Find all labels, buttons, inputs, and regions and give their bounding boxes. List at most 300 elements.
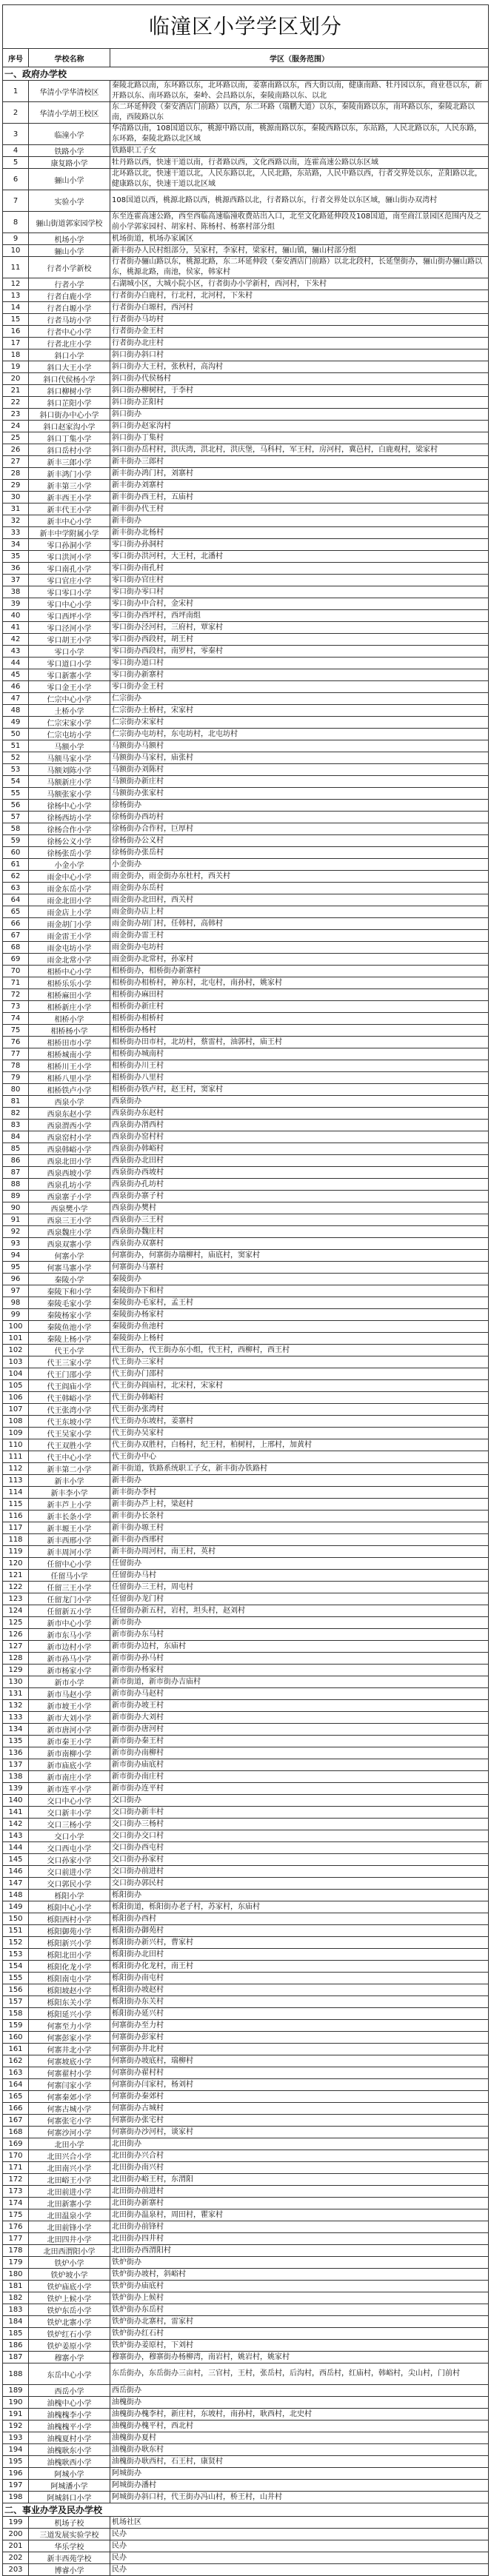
school-name: 新丰第二小学 bbox=[29, 1463, 110, 1475]
row-number: 14 bbox=[3, 302, 29, 314]
service-scope: 斜口街办斜口村 bbox=[110, 349, 489, 361]
row-number: 19 bbox=[3, 361, 29, 373]
school-name: 栎阳南屯小学 bbox=[29, 1973, 110, 1984]
school-name: 新市马赵小学 bbox=[29, 1688, 110, 1700]
row-number: 110 bbox=[3, 1439, 29, 1451]
school-name: 行者小学 bbox=[29, 278, 110, 290]
school-name: 栎阳化龙小学 bbox=[29, 1961, 110, 1973]
row-number: 148 bbox=[3, 1890, 29, 1901]
service-scope: 马额街办马家村，庙张村 bbox=[110, 752, 489, 764]
row-number: 83 bbox=[3, 1120, 29, 1131]
row-number: 193 bbox=[3, 2432, 29, 2444]
school-name: 西泉北田小学 bbox=[29, 1155, 110, 1167]
row-number: 191 bbox=[3, 2409, 29, 2421]
service-scope: 栎阳街办御苑村 bbox=[110, 1925, 489, 1937]
school-name: 西泉孔坊小学 bbox=[29, 1179, 110, 1191]
school-name: 西泉三王小学 bbox=[29, 1214, 110, 1226]
school-name: 零口孙洞小学 bbox=[29, 539, 110, 551]
row-number: 113 bbox=[3, 1475, 29, 1487]
table-row bbox=[3, 1629, 489, 1641]
table-row bbox=[3, 1996, 489, 2008]
service-scope: 栎阳街办坡赵村 bbox=[110, 1984, 489, 1996]
service-scope: 油槐街办 bbox=[110, 2397, 489, 2409]
service-scope: 东至连霍高速公路，西至西临高速临潼收费站出入口，北至文化路延伸段及108国道，南至商江景园区范围内及之前小学郭家园村、胡家村、陈杨村、杨寨村部分组 bbox=[110, 212, 489, 233]
school-name: 新丰周河小学 bbox=[29, 1546, 110, 1558]
service-scope: 栎阳街办 bbox=[110, 1890, 489, 1901]
row-number: 75 bbox=[3, 1025, 29, 1037]
service-scope: 零口街办西段村，胡王村 bbox=[110, 634, 489, 646]
table-row bbox=[3, 823, 489, 835]
service-scope: 零口街办新寨村 bbox=[110, 669, 489, 681]
row-number: 163 bbox=[3, 2067, 29, 2079]
school-name: 雨金店上小学 bbox=[29, 906, 110, 918]
row-number: 32 bbox=[3, 515, 29, 527]
table-row bbox=[3, 2385, 489, 2397]
school-name: 北田峪王小学 bbox=[29, 2174, 110, 2186]
row-number: 102 bbox=[3, 1345, 29, 1356]
service-scope: 雨金街办北田村，西关村 bbox=[110, 894, 489, 906]
school-name: 何寨翟村小学 bbox=[29, 2067, 110, 2079]
row-number: 165 bbox=[3, 2091, 29, 2103]
service-scope: 零口街办道口村 bbox=[110, 658, 489, 669]
table-row bbox=[3, 432, 489, 444]
school-name: 徐杨公义小学 bbox=[29, 835, 110, 847]
school-name: 交口三杨小学 bbox=[29, 1819, 110, 1830]
row-number: 138 bbox=[3, 1771, 29, 1783]
table-row bbox=[3, 705, 489, 717]
service-scope: 新丰街办西邢村 bbox=[110, 1534, 489, 1546]
service-scope: 栎阳街办南屯村 bbox=[110, 1973, 489, 1984]
service-scope: 新丰街办 bbox=[110, 1475, 489, 1487]
table-row bbox=[3, 1688, 489, 1700]
school-name: 华清小学华清校区 bbox=[29, 81, 110, 102]
row-number: 79 bbox=[3, 1072, 29, 1084]
school-name: 雨金胡门小学 bbox=[29, 918, 110, 930]
school-name: 何寨小学 bbox=[29, 1250, 110, 1262]
school-name: 交口新丰小学 bbox=[29, 1807, 110, 1819]
row-number: 72 bbox=[3, 989, 29, 1001]
school-name: 康复路小学 bbox=[29, 157, 110, 169]
page-title: 临潼区小学学区划分 bbox=[2, 4, 489, 48]
row-number: 135 bbox=[3, 1736, 29, 1747]
school-name: 北田南兴小学 bbox=[29, 2162, 110, 2174]
table-row bbox=[3, 1250, 489, 1262]
table-row bbox=[3, 1973, 489, 1984]
table-row bbox=[3, 2304, 489, 2316]
row-number: 123 bbox=[3, 1593, 29, 1605]
school-name: 华乐学校 bbox=[29, 2540, 110, 2552]
school-name: 交口西屯小学 bbox=[29, 1842, 110, 1854]
table-header bbox=[3, 49, 489, 67]
service-scope: 新丰街办鸿门村，刘寨村 bbox=[110, 468, 489, 480]
school-name: 相桥新庄小学 bbox=[29, 1001, 110, 1013]
row-number: 18 bbox=[3, 349, 29, 361]
table-row bbox=[3, 421, 489, 432]
school-name: 新丰代王小学 bbox=[29, 504, 110, 515]
header-school: 学校名称 bbox=[29, 49, 110, 67]
school-name: 徐杨张岳小学 bbox=[29, 847, 110, 859]
school-name: 北田兴合小学 bbox=[29, 2150, 110, 2162]
row-number: 87 bbox=[3, 1167, 29, 1179]
table-row bbox=[3, 1155, 489, 1167]
school-name: 零口泾河小学 bbox=[29, 622, 110, 634]
service-scope: 相桥街办麻田村 bbox=[110, 989, 489, 1001]
table-row bbox=[3, 2397, 489, 2409]
table-row bbox=[3, 871, 489, 883]
row-number: 164 bbox=[3, 2079, 29, 2091]
service-scope: 代王街办张湾村 bbox=[110, 1404, 489, 1416]
service-scope: 交口街办交口村 bbox=[110, 1830, 489, 1842]
table-row bbox=[3, 1842, 489, 1854]
table-row bbox=[3, 2138, 489, 2150]
table-row bbox=[3, 1202, 489, 1214]
row-number: 58 bbox=[3, 823, 29, 835]
table-row bbox=[3, 2221, 489, 2233]
row-number: 21 bbox=[3, 385, 29, 397]
school-name: 雨金屯坊小学 bbox=[29, 942, 110, 954]
row-number: 198 bbox=[3, 2492, 29, 2503]
row-number: 96 bbox=[3, 1274, 29, 1285]
table-row bbox=[3, 1356, 489, 1368]
row-number: 12 bbox=[3, 278, 29, 290]
table-row bbox=[3, 942, 489, 954]
service-scope: 代王街办三家村 bbox=[110, 1356, 489, 1368]
service-scope: 西泉街办樊村 bbox=[110, 1202, 489, 1214]
row-number: 162 bbox=[3, 2055, 29, 2067]
school-name: 西泉双寨小学 bbox=[29, 1238, 110, 1250]
school-name: 何寨坡底小学 bbox=[29, 2055, 110, 2067]
school-name: 西泉西坡小学 bbox=[29, 1167, 110, 1179]
school-name: 行者北庄小学 bbox=[29, 338, 110, 349]
service-scope: 零口街办官庄村 bbox=[110, 575, 489, 586]
table-row bbox=[3, 2008, 489, 2020]
service-scope: 新市街办杨家村 bbox=[110, 1665, 489, 1676]
service-scope: 交口街办西屯村 bbox=[110, 1842, 489, 1854]
table-row bbox=[3, 646, 489, 658]
service-scope: 马额街办张家村 bbox=[110, 788, 489, 800]
table-row bbox=[3, 1392, 489, 1404]
row-number: 182 bbox=[3, 2292, 29, 2304]
school-name: 栎阳坡赵小学 bbox=[29, 1984, 110, 1996]
row-number: 16 bbox=[3, 326, 29, 338]
table-row bbox=[3, 2480, 489, 2492]
table-row bbox=[3, 2456, 489, 2468]
table-row bbox=[3, 1179, 489, 1191]
row-number: 189 bbox=[3, 2385, 29, 2397]
school-name: 斜口小学 bbox=[29, 349, 110, 361]
service-scope: 秦陵街办下和村 bbox=[110, 1285, 489, 1297]
school-name: 零口金王小学 bbox=[29, 681, 110, 693]
service-scope: 西泉街办北田村 bbox=[110, 1155, 489, 1167]
table-row bbox=[3, 1558, 489, 1570]
row-number: 168 bbox=[3, 2127, 29, 2138]
table-row bbox=[3, 1771, 489, 1783]
row-number: 88 bbox=[3, 1179, 29, 1191]
row-number: 124 bbox=[3, 1605, 29, 1617]
school-name: 新丰中学附属小学 bbox=[29, 527, 110, 539]
row-number: 116 bbox=[3, 1511, 29, 1522]
service-scope: 民办 bbox=[110, 2564, 489, 2576]
table-row bbox=[3, 1060, 489, 1072]
school-name: 栎阳新兴小学 bbox=[29, 1937, 110, 1949]
row-number: 183 bbox=[3, 2304, 29, 2316]
table-row bbox=[3, 575, 489, 586]
school-name: 新丰鸿门小学 bbox=[29, 468, 110, 480]
row-number: 34 bbox=[3, 539, 29, 551]
table-row bbox=[3, 1913, 489, 1925]
school-name: 任留龙门小学 bbox=[29, 1593, 110, 1605]
school-name: 油槐中心小学 bbox=[29, 2397, 110, 2409]
section-row bbox=[3, 67, 489, 81]
table-row bbox=[3, 302, 489, 314]
service-scope: 交口街办郭民村 bbox=[110, 1878, 489, 1890]
service-scope: 何寨街办，何寨街办瑞柳村，庙底村，窦家村 bbox=[110, 1250, 489, 1262]
service-scope: 何寨街办古城村 bbox=[110, 2103, 489, 2115]
table-row bbox=[3, 2186, 489, 2198]
school-name: 西泉小学 bbox=[29, 1096, 110, 1108]
table-row bbox=[3, 634, 489, 646]
table-row bbox=[3, 2150, 489, 2162]
school-name: 何寨至力小学 bbox=[29, 2020, 110, 2032]
service-scope: 任留街办三王村，周屯村 bbox=[110, 1582, 489, 1593]
row-number: 28 bbox=[3, 468, 29, 480]
table-row bbox=[3, 1167, 489, 1179]
school-name: 栎阳小学 bbox=[29, 1890, 110, 1901]
service-scope: 相桥街办杨村 bbox=[110, 1025, 489, 1037]
school-name: 交口孙家小学 bbox=[29, 1854, 110, 1866]
service-scope: 西岳街办 bbox=[110, 2385, 489, 2397]
row-number: 149 bbox=[3, 1901, 29, 1913]
school-name: 油槐槐李小学 bbox=[29, 2409, 110, 2421]
table-row bbox=[3, 918, 489, 930]
school-name: 油槐夏村小学 bbox=[29, 2432, 110, 2444]
row-number: 65 bbox=[3, 906, 29, 918]
table-row bbox=[3, 1807, 489, 1819]
row-number: 35 bbox=[3, 551, 29, 563]
service-scope: 相桥街办相桥村，神东村，北屯村，南孙村，姚家村 bbox=[110, 977, 489, 989]
table-row bbox=[3, 2233, 489, 2245]
table-row bbox=[3, 551, 489, 563]
school-name: 任留新五小学 bbox=[29, 1605, 110, 1617]
service-scope: 西泉街办东赵村 bbox=[110, 1108, 489, 1120]
row-number: 141 bbox=[3, 1807, 29, 1819]
table-row bbox=[3, 1546, 489, 1558]
school-name: 行者中心小学 bbox=[29, 326, 110, 338]
row-number: 25 bbox=[3, 432, 29, 444]
table-row bbox=[3, 409, 489, 421]
service-scope: 徐杨街办合作村，巨厚村 bbox=[110, 823, 489, 835]
row-number: 188 bbox=[3, 2363, 29, 2385]
row-number: 82 bbox=[3, 1108, 29, 1120]
table-row bbox=[3, 2020, 489, 2032]
school-name: 西泉渭西小学 bbox=[29, 1120, 110, 1131]
table-row bbox=[3, 2292, 489, 2304]
service-scope: 行者街办金王村 bbox=[110, 326, 489, 338]
school-name: 新市坡王小学 bbox=[29, 1700, 110, 1712]
school-name: 代王吴家小学 bbox=[29, 1428, 110, 1439]
table-row bbox=[3, 1416, 489, 1428]
school-name: 何寨秦郊小学 bbox=[29, 2091, 110, 2103]
school-name: 小金小学 bbox=[29, 859, 110, 871]
service-scope: 零口街办西段村，南罗村，零秦村 bbox=[110, 646, 489, 658]
school-name: 零口小学 bbox=[29, 646, 110, 658]
table-row bbox=[3, 1321, 489, 1333]
row-number: 41 bbox=[3, 622, 29, 634]
school-name: 斜口街办中心小学 bbox=[29, 409, 110, 421]
service-scope: 新丰街办北杨村 bbox=[110, 527, 489, 539]
school-name: 仁宗屯坊小学 bbox=[29, 729, 110, 740]
row-number: 5 bbox=[3, 157, 29, 169]
service-scope: 斜口街办岳村村，洪庆湾，洪北村，洪庆堡，马科村，军王村，房河村，冀邑村，白鹿观村，梁家村 bbox=[110, 444, 489, 456]
table-row bbox=[3, 2340, 489, 2352]
row-number: 192 bbox=[3, 2421, 29, 2432]
service-scope: 交口街办三杨村 bbox=[110, 1819, 489, 1830]
row-number: 52 bbox=[3, 752, 29, 764]
row-number: 63 bbox=[3, 883, 29, 894]
row-number: 7 bbox=[3, 190, 29, 212]
school-name: 何寨马寨小学 bbox=[29, 1262, 110, 1274]
school-name: 西泉东赵小学 bbox=[29, 1108, 110, 1120]
service-scope: 机场街道，机场办家属区 bbox=[110, 233, 489, 245]
school-name: 徐杨合作小学 bbox=[29, 823, 110, 835]
table-row bbox=[3, 1108, 489, 1120]
row-number: 181 bbox=[3, 2281, 29, 2292]
row-number: 51 bbox=[3, 740, 29, 752]
service-scope: 北田街办兴合村 bbox=[110, 2150, 489, 2162]
service-scope: 铁炉街办姜原村，下刘村 bbox=[110, 2340, 489, 2352]
row-number: 66 bbox=[3, 918, 29, 930]
service-scope: 秦陵街办 bbox=[110, 1274, 489, 1285]
row-number: 125 bbox=[3, 1617, 29, 1629]
school-name: 相桥川王小学 bbox=[29, 1060, 110, 1072]
service-scope: 相桥街办相桥村 bbox=[110, 1013, 489, 1025]
school-name: 新市中心小学 bbox=[29, 1617, 110, 1629]
table-row bbox=[3, 2281, 489, 2292]
table-row bbox=[3, 2067, 489, 2079]
table-row bbox=[3, 397, 489, 409]
table-row bbox=[3, 2529, 489, 2540]
row-number: 131 bbox=[3, 1688, 29, 1700]
table-row bbox=[3, 1380, 489, 1392]
school-name: 穆寨小学 bbox=[29, 2352, 110, 2363]
school-name: 临潼小学 bbox=[29, 124, 110, 145]
row-number: 78 bbox=[3, 1060, 29, 1072]
school-name: 新市大刘小学 bbox=[29, 1712, 110, 1724]
school-name: 栎阳北田小学 bbox=[29, 1949, 110, 1961]
row-number: 203 bbox=[3, 2564, 29, 2576]
service-scope: 北田街办温泉村，周田村，瞿家村 bbox=[110, 2209, 489, 2221]
school-name: 秦陵小学 bbox=[29, 1274, 110, 1285]
row-number: 95 bbox=[3, 1262, 29, 1274]
row-number: 140 bbox=[3, 1795, 29, 1807]
service-scope: 石湖城小区，大城小院小区，行者街办小学新村，西河村，下朱村 bbox=[110, 278, 489, 290]
school-name: 骊山小学 bbox=[29, 169, 110, 190]
row-number: 90 bbox=[3, 1202, 29, 1214]
row-number: 61 bbox=[3, 859, 29, 871]
service-scope: 仁宗街办宋家村 bbox=[110, 717, 489, 729]
service-scope: 秦陵街办上杨村 bbox=[110, 1333, 489, 1345]
service-scope: 新市街办大刘村 bbox=[110, 1712, 489, 1724]
service-scope: 油槐街办耿东村 bbox=[110, 2444, 489, 2456]
table-row bbox=[3, 717, 489, 729]
school-name: 秦陵鱼池小学 bbox=[29, 1321, 110, 1333]
table-row bbox=[3, 1096, 489, 1108]
row-number: 56 bbox=[3, 800, 29, 812]
table-row bbox=[3, 2127, 489, 2138]
school-name: 油槐槐平小学 bbox=[29, 2421, 110, 2432]
school-name: 零口零口小学 bbox=[29, 586, 110, 598]
service-scope: 新市街办东马村 bbox=[110, 1629, 489, 1641]
row-number: 158 bbox=[3, 2008, 29, 2020]
service-scope: 新市街办 bbox=[110, 1617, 489, 1629]
table-row bbox=[3, 2552, 489, 2564]
row-number: 169 bbox=[3, 2138, 29, 2150]
school-name: 交口前进小学 bbox=[29, 1866, 110, 1878]
table-row bbox=[3, 1499, 489, 1511]
row-number: 30 bbox=[3, 492, 29, 504]
school-name: 仁宗宋家小学 bbox=[29, 717, 110, 729]
table-row bbox=[3, 1404, 489, 1416]
table-row bbox=[3, 326, 489, 338]
row-number: 1 bbox=[3, 81, 29, 102]
school-name: 新丰第三小学 bbox=[29, 480, 110, 492]
table-row bbox=[3, 776, 489, 788]
school-name: 马额马家小学 bbox=[29, 752, 110, 764]
row-number: 26 bbox=[3, 444, 29, 456]
service-scope: 油槐街办夏村 bbox=[110, 2432, 489, 2444]
service-scope: 新丰街办三郎村 bbox=[110, 456, 489, 468]
service-scope: 新市街办南柳村 bbox=[110, 1747, 489, 1759]
service-scope: 新市街办秦王村 bbox=[110, 1736, 489, 1747]
school-name: 斜口岳村小学 bbox=[29, 444, 110, 456]
service-scope: 秦陵街办杨家村 bbox=[110, 1309, 489, 1321]
school-name: 铁炉东岳小学 bbox=[29, 2304, 110, 2316]
school-name: 西泉寨子小学 bbox=[29, 1191, 110, 1202]
school-name: 行者小学新校 bbox=[29, 257, 110, 278]
table-row bbox=[3, 1238, 489, 1250]
service-scope: 栎阳街办新兴村，曹家村 bbox=[110, 1937, 489, 1949]
row-number: 171 bbox=[3, 2162, 29, 2174]
table-row bbox=[3, 1878, 489, 1890]
school-name: 华清小学胡王校区 bbox=[29, 102, 110, 124]
row-number: 143 bbox=[3, 1830, 29, 1842]
school-name: 任留三王小学 bbox=[29, 1582, 110, 1593]
school-name: 雨金北田小学 bbox=[29, 894, 110, 906]
school-name: 实验小学 bbox=[29, 190, 110, 212]
school-name: 北田前锋小学 bbox=[29, 2221, 110, 2233]
school-name: 斜口大王小学 bbox=[29, 361, 110, 373]
row-number: 71 bbox=[3, 977, 29, 989]
school-name: 任留马小学 bbox=[29, 1570, 110, 1582]
table-row bbox=[3, 1534, 489, 1546]
school-name: 西泉窑村小学 bbox=[29, 1131, 110, 1143]
service-scope: 新丰街办刘寨村 bbox=[110, 480, 489, 492]
row-number: 154 bbox=[3, 1961, 29, 1973]
school-name: 骊山街道郭家园学校 bbox=[29, 212, 110, 233]
table-row bbox=[3, 385, 489, 397]
school-name: 行者白鹿小学 bbox=[29, 290, 110, 302]
school-name: 西岳小学 bbox=[29, 2385, 110, 2397]
row-number: 119 bbox=[3, 1546, 29, 1558]
service-scope: 雨金街办北常村，孙家村 bbox=[110, 954, 489, 966]
table-row bbox=[3, 1665, 489, 1676]
school-name: 秦陵下和小学 bbox=[29, 1285, 110, 1297]
row-number: 111 bbox=[3, 1451, 29, 1463]
service-scope: 铁炉街办坡村，斜峪村 bbox=[110, 2269, 489, 2281]
table-row bbox=[3, 212, 489, 233]
table-row bbox=[3, 1854, 489, 1866]
service-scope: 新市街办南庄村 bbox=[110, 1771, 489, 1783]
